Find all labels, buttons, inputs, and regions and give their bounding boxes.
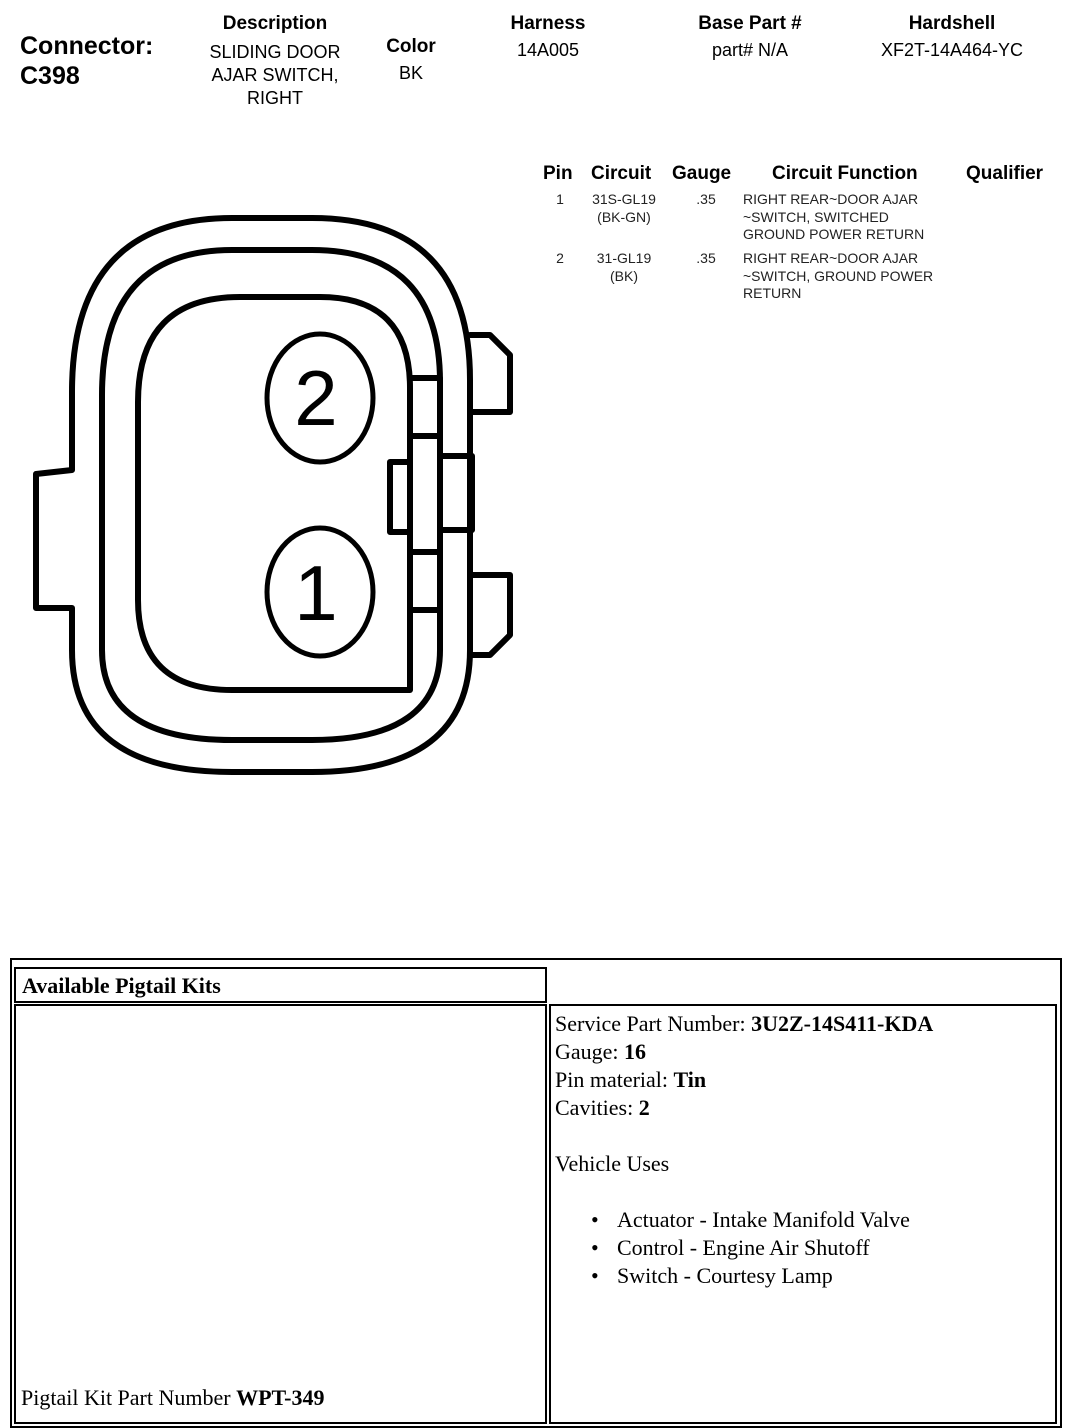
service-part-line xyxy=(555,1010,1051,1038)
pin-number: 1 xyxy=(556,191,564,207)
circuit-code: 31-GL19 xyxy=(596,250,652,266)
circuit-code: 31S-GL19 xyxy=(592,191,656,207)
gauge-cell: .35 xyxy=(696,250,716,266)
pigtail-details-cell xyxy=(549,1004,1057,1424)
vehicle-use-item: • Control - Engine Air Shutoff xyxy=(555,1234,1051,1262)
pin-material-value: Tin xyxy=(673,1067,707,1092)
pigtail-title: Available Pigtail Kits xyxy=(22,973,221,998)
function-line: ~SWITCH, GROUND POWER xyxy=(743,267,934,284)
function-line: RETURN xyxy=(743,285,802,301)
pigtail-kit-part xyxy=(21,1384,325,1412)
lower-tab xyxy=(470,575,510,655)
circuit-cell xyxy=(578,250,670,285)
base-part-label: Base Part # xyxy=(698,13,802,34)
vehicle-use-item: • Switch - Courtesy Lamp xyxy=(555,1262,1051,1290)
harness-label: Harness xyxy=(510,13,586,34)
pin-header: Pin xyxy=(543,163,573,184)
kit-part-label: Pigtail Kit Part Number xyxy=(21,1385,237,1410)
base-part-column xyxy=(672,13,828,62)
description-line: RIGHT xyxy=(247,88,303,108)
circuit-cell xyxy=(578,191,670,226)
connector-face-diagram xyxy=(0,0,540,800)
hardshell-label: Hardshell xyxy=(908,13,996,34)
connector-label: Connector: xyxy=(20,32,154,60)
cavities-line xyxy=(555,1094,1051,1122)
color-label: Color xyxy=(386,36,436,57)
gauge-label: Gauge: xyxy=(555,1039,625,1064)
function-line: GROUND POWER RETURN xyxy=(743,226,925,242)
service-part-value: 3U2Z-14S411-KDA xyxy=(751,1011,934,1036)
pin-1-label: 1 xyxy=(294,549,338,637)
description-label: Description xyxy=(222,13,328,34)
description-line: SLIDING DOOR xyxy=(209,42,341,62)
qualifier-header: Qualifier xyxy=(966,163,1044,184)
kit-part-value: WPT-349 xyxy=(236,1385,325,1410)
pin-number: 2 xyxy=(556,250,564,266)
circuit-color: (BK) xyxy=(610,267,638,284)
service-part-label: Service Part Number: xyxy=(555,1011,752,1036)
function-line: RIGHT REAR~DOOR AJAR xyxy=(743,250,919,266)
gauge-value: 16 xyxy=(624,1039,647,1064)
cavities-label: Cavities: xyxy=(555,1095,639,1120)
base-part-value: part# N/A xyxy=(711,40,789,60)
gauge-header: Gauge xyxy=(672,163,732,184)
connector-id: C398 xyxy=(20,62,80,90)
vehicle-use-item: • Actuator - Intake Manifold Valve xyxy=(555,1206,1051,1234)
connector-cavity-face xyxy=(138,297,410,690)
gauge-line xyxy=(555,1038,1051,1066)
pin-material-label: Pin material: xyxy=(555,1067,674,1092)
pin-2-label: 2 xyxy=(294,354,338,442)
pigtail-title-cell xyxy=(14,967,547,1003)
description-line: AJAR SWITCH, xyxy=(211,65,339,85)
cavities-value: 2 xyxy=(638,1095,650,1120)
harness-value: 14A005 xyxy=(516,40,580,60)
function-cell xyxy=(743,191,973,244)
function-line: RIGHT REAR~DOOR AJAR xyxy=(743,191,919,207)
circuit-color: (BK-GN) xyxy=(597,208,651,225)
pigtail-image-cell xyxy=(14,1004,547,1424)
function-cell xyxy=(743,250,973,303)
locking-rail xyxy=(410,378,440,610)
gauge-cell: .35 xyxy=(696,191,716,207)
hardshell-value: XF2T-14A464-YC xyxy=(880,40,1024,60)
function-header: Circuit Function xyxy=(772,163,918,184)
upper-tab xyxy=(470,335,510,412)
function-line: ~SWITCH, SWITCHED xyxy=(743,208,889,225)
hardshell-column xyxy=(850,13,1054,62)
vehicle-uses-label: Vehicle Uses xyxy=(555,1151,670,1176)
circuit-header: Circuit xyxy=(591,163,652,184)
pin-material-line xyxy=(555,1066,1051,1094)
color-value: BK xyxy=(398,63,423,83)
vehicle-uses-list xyxy=(555,1206,1051,1290)
